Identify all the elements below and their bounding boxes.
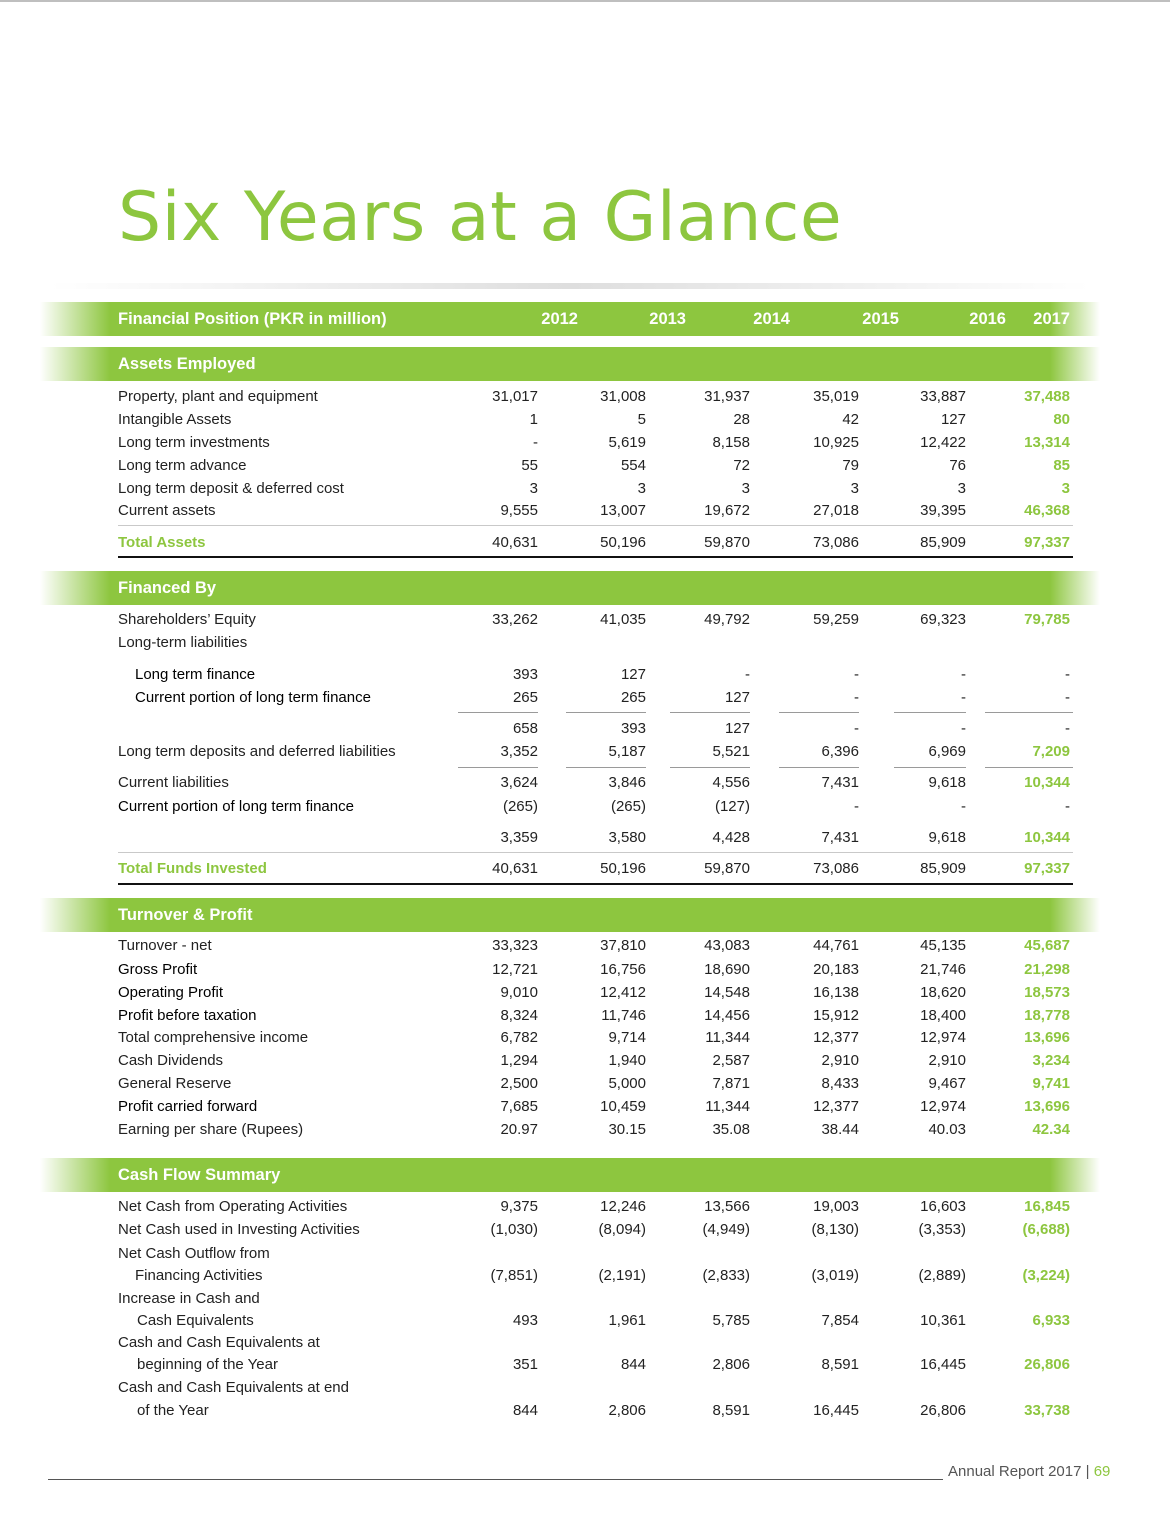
page-title: Six Years at a Glance [118,178,843,257]
row-label: Long-term liabilities [118,634,248,651]
row-label: beginning of the Year [137,1356,278,1373]
cell-value: 50,196 [600,534,646,551]
subtotal-line [566,767,646,768]
cell-value: 2,806 [608,1402,646,1419]
cell-value-2017: 97,337 [1024,860,1070,877]
cell-value: - [854,689,859,706]
cell-value: - [854,666,859,683]
row-label: Profit carried forward [118,1098,258,1115]
table-row [118,1074,1073,1094]
footer-report-label: Annual Report 2017 [948,1463,1082,1480]
cell-value: 3 [957,480,966,497]
row-label: Earning per share (Rupees) [118,1121,304,1138]
cell-value: 59,870 [704,534,750,551]
row-label: Current assets [118,502,216,519]
cell-value-2017: 7,209 [1032,743,1070,760]
cell-value: 76 [949,457,966,474]
cell-value: 6,782 [500,1029,538,1046]
cell-value-2017: 33,738 [1024,1402,1070,1419]
cell-value: 351 [512,1356,538,1373]
cell-value: 5 [637,411,646,428]
table-row [118,1266,1073,1286]
cell-value: 127 [724,720,750,737]
row-label: Current portion of long term finance [135,689,371,706]
header-year: 2015 [862,310,899,328]
cell-value-2017: 21,298 [1024,961,1070,978]
row-label: Net Cash Outflow from [118,1245,270,1262]
total-underline [118,883,1073,885]
cell-value: 85,909 [920,534,966,551]
cell-value: 3,580 [608,829,646,846]
cell-value: 3,359 [500,829,538,846]
cell-value-2017: 6,933 [1032,1312,1070,1329]
top-border [0,0,1170,2]
row-label: Cash Equivalents [137,1312,254,1329]
table-row [118,1028,1073,1048]
subtotal-line [458,712,538,713]
cell-value: (1,030) [490,1221,538,1238]
header-label: Financial Position (PKR in million) [118,310,387,328]
cell-value: 20,183 [813,961,859,978]
cell-value: 3 [637,480,646,497]
cell-value: 12,377 [813,1098,859,1115]
cell-value: 2,500 [500,1075,538,1092]
cell-value: 7,431 [821,774,859,791]
cell-value: 59,870 [704,860,750,877]
cell-value-2017: 85 [1053,457,1070,474]
cell-value: 1,940 [608,1052,646,1069]
cell-value: 69,323 [920,611,966,628]
row-label: Profit before taxation [118,1007,257,1024]
table-row [118,773,1073,793]
cell-value: 9,555 [500,502,538,519]
table-row [118,742,1073,762]
cell-value: 5,619 [608,434,646,451]
table-row [118,610,1073,630]
row-label: Property, plant and equipment [118,388,318,405]
cell-value-2017: 13,696 [1024,1029,1070,1046]
cell-value: 16,756 [600,961,646,978]
subtotal-line [670,712,750,713]
cell-value: 6,396 [821,743,859,760]
table-row [118,1097,1073,1117]
cell-value: 33,262 [492,611,538,628]
row-label: Shareholders’ Equity [118,611,256,628]
cell-value: 9,467 [928,1075,966,1092]
cell-value: 7,871 [712,1075,750,1092]
cell-value: 40,631 [492,534,538,551]
cell-value-2017: 80 [1053,411,1070,428]
cell-value: 12,721 [492,961,538,978]
row-label: General Reserve [118,1075,232,1092]
cell-value: 19,003 [813,1198,859,1215]
cell-value: 127 [620,666,646,683]
table-header-band [40,302,1100,336]
cell-value-2017: 26,806 [1024,1356,1070,1373]
cell-value: 15,912 [813,1007,859,1024]
cell-value: 11,344 [705,1098,750,1115]
cell-value: (3,019) [811,1267,859,1284]
cell-value: 8,433 [821,1075,859,1092]
table-row [118,633,1073,653]
cell-value: 8,591 [821,1356,859,1373]
cell-value: 5,187 [608,743,646,760]
cell-value: 12,377 [813,1029,859,1046]
cell-value-2017: 42.34 [1032,1121,1070,1138]
cell-value: 11,344 [705,1029,750,1046]
cell-value: 265 [620,689,646,706]
cell-value-2017: (3,224) [1022,1267,1070,1284]
row-label: Net Cash used in Investing Activities [118,1221,360,1238]
cell-value: 13,566 [704,1198,750,1215]
cell-value: 12,974 [920,1098,966,1115]
cell-value: 73,086 [813,860,859,877]
row-label: Intangible Assets [118,411,232,428]
footer-rule [48,1479,943,1480]
cell-value-2017: 13,696 [1024,1098,1070,1115]
cell-value-2017: 10,344 [1024,774,1070,791]
cell-value: 4,428 [712,829,750,846]
cell-value: 9,375 [500,1198,538,1215]
table-row [118,456,1073,476]
table-row [118,1006,1073,1026]
cell-value: 21,746 [920,961,966,978]
cell-value-2017: 18,778 [1024,1007,1070,1024]
cell-value: - [854,798,859,815]
cell-value: 1,294 [500,1052,538,1069]
cell-value: 38.44 [821,1121,859,1138]
cell-value: 127 [940,411,966,428]
cell-value: 40.03 [928,1121,966,1138]
subtotal-line [894,767,966,768]
row-label: Current liabilities [118,774,229,791]
table-row [118,501,1073,521]
cell-value: 4,556 [712,774,750,791]
row-label: Operating Profit [118,984,224,1001]
cell-value: 393 [512,666,538,683]
cell-value: 19,672 [704,502,750,519]
cell-value: 11,746 [601,1007,646,1024]
cell-value-2017: 79,785 [1024,611,1070,628]
cell-value: 59,259 [813,611,859,628]
cell-value: 31,017 [492,388,538,405]
cell-value: 41,035 [600,611,646,628]
table-row [118,1355,1073,1375]
cell-value: 49,792 [704,611,750,628]
row-label: Long term finance [135,666,256,683]
cell-value: 844 [512,1402,538,1419]
header-year: 2012 [541,310,578,328]
row-divider [118,852,1073,853]
cell-value: 10,459 [600,1098,646,1115]
cell-value-2017: 97,337 [1024,534,1070,551]
cell-value: 45,135 [920,937,966,954]
cell-value: 35,019 [813,388,859,405]
row-label: Long term deposits and deferred liabilities [118,743,396,760]
cell-value: 55 [521,457,538,474]
row-label: Net Cash from Operating Activities [118,1198,348,1215]
row-label: Cash Dividends [118,1052,224,1069]
row-divider [118,525,1073,526]
cell-value: 2,587 [712,1052,750,1069]
section-title: Turnover & Profit [118,906,253,924]
row-label: Turnover - net [118,937,212,954]
cell-value: 40,631 [492,860,538,877]
subtotal-row [118,719,1073,739]
total-row [118,859,1073,879]
table-row [118,410,1073,430]
cell-value: - [533,434,538,451]
subtotal-row [118,828,1073,848]
header-year: 2016 [969,310,1006,328]
cell-value: 3 [741,480,750,497]
cell-value-2017: - [1065,666,1070,683]
subtotal-line [779,767,859,768]
cell-value: 85,909 [920,860,966,877]
cell-value-2017: - [1065,689,1070,706]
section-band-cashflow [40,1158,1100,1192]
row-label: Current portion of long term finance [118,798,354,815]
row-label: Total Funds Invested [118,860,267,877]
row-label: Cash and Cash Equivalents at end [118,1379,349,1396]
row-label: Total Assets [118,534,206,551]
table-row [118,433,1073,453]
cell-value: 658 [512,720,538,737]
subtotal-line [779,712,859,713]
subtotal-line [670,767,750,768]
row-label: Financing Activities [135,1267,263,1284]
cell-value: 9,618 [928,829,966,846]
table-row [118,1311,1073,1331]
row-label: Long term investments [118,434,270,451]
cell-value: (2,889) [918,1267,966,1284]
cell-value: 3,846 [608,774,646,791]
cell-value: 9,714 [608,1029,646,1046]
cell-value: 7,854 [821,1312,859,1329]
table-row [118,1120,1073,1140]
cell-value: - [854,720,859,737]
cell-value: 20.97 [500,1121,538,1138]
cell-value: (8,094) [598,1221,646,1238]
cell-value: 9,010 [500,984,538,1001]
cell-value: 16,603 [920,1198,966,1215]
cell-value: 265 [512,689,538,706]
cell-value: - [961,798,966,815]
cell-value: 79 [842,457,859,474]
subtotal-line [566,712,646,713]
cell-value: 10,361 [920,1312,966,1329]
table-row [118,960,1073,980]
header-year: 2013 [649,310,686,328]
cell-value: 14,456 [704,1007,750,1024]
cell-value: - [961,689,966,706]
cell-value: 12,412 [600,984,646,1001]
cell-value-2017: 46,368 [1024,502,1070,519]
cell-value-2017: 3,234 [1032,1052,1070,1069]
table-row [118,797,1073,817]
cell-value: 18,690 [704,961,750,978]
cell-value: (2,191) [598,1267,646,1284]
cell-value: 26,806 [920,1402,966,1419]
cell-value: 8,324 [500,1007,538,1024]
cell-value: 12,422 [920,434,966,451]
subtotal-line [985,712,1073,713]
row-label: Total comprehensive income [118,1029,309,1046]
table-row [118,1197,1073,1217]
cell-value: (7,851) [490,1267,538,1284]
total-underline [118,556,1073,558]
cell-value: 5,521 [712,743,750,760]
header-year: 2014 [753,310,790,328]
cell-value: 393 [620,720,646,737]
cell-value: 7,685 [500,1098,538,1115]
row-label: Long term advance [118,457,247,474]
cell-value: 2,910 [821,1052,859,1069]
cell-value: (8,130) [811,1221,859,1238]
page-number: 69 [1093,1463,1111,1480]
cell-value: 3 [529,480,538,497]
cell-value: 2,806 [712,1356,750,1373]
section-band-assets [40,347,1100,381]
cell-value: 13,007 [600,502,646,519]
table-row [118,688,1073,708]
cell-value: - [961,720,966,737]
table-row [118,1378,1073,1398]
cell-value: 5,000 [608,1075,646,1092]
table-row [118,665,1073,685]
cell-value: 7,431 [821,829,859,846]
table-row [118,936,1073,956]
cell-value-2017: 16,845 [1024,1198,1070,1215]
cell-value-2017: 10,344 [1024,829,1070,846]
row-label: of the Year [137,1402,209,1419]
subtotal-line [894,712,966,713]
cell-value: 33,323 [492,937,538,954]
footer-separator: | [1085,1463,1090,1480]
cell-value: (265) [610,798,646,815]
cell-value: 844 [620,1356,646,1373]
cell-value: 14,548 [704,984,750,1001]
cell-value: 27,018 [813,502,859,519]
table-row [118,983,1073,1003]
cell-value: 127 [724,689,750,706]
cell-value-2017: 9,741 [1032,1075,1070,1092]
cell-value: 42 [842,411,859,428]
cell-value: 44,761 [813,937,859,954]
section-band-financed [40,571,1100,605]
cell-value: 3 [850,480,859,497]
table-row [118,479,1073,499]
cell-value: 16,445 [813,1402,859,1419]
row-label: Long term deposit & deferred cost [118,480,344,497]
cell-value: 28 [733,411,750,428]
cell-value: - [745,666,750,683]
cell-value-2017: 13,314 [1024,434,1070,451]
cell-value: 37,810 [600,937,646,954]
cell-value: 3,624 [500,774,538,791]
cell-value: 493 [512,1312,538,1329]
row-label: Cash and Cash Equivalents at [118,1334,320,1351]
cell-value: 18,400 [920,1007,966,1024]
header-year: 2017 [1033,310,1070,328]
cell-value: 1 [529,411,538,428]
cell-value: 16,138 [813,984,859,1001]
cell-value: 6,969 [928,743,966,760]
cell-value: 1,961 [608,1312,646,1329]
cell-value: - [961,666,966,683]
cell-value: 73,086 [813,534,859,551]
table-row [118,1244,1073,1264]
cell-value: 554 [620,457,646,474]
cell-value: 43,083 [704,937,750,954]
section-title: Assets Employed [118,355,256,373]
cell-value: (127) [714,798,750,815]
cell-value-2017: 3 [1061,480,1070,497]
table-row [118,1051,1073,1071]
section-band-turnover [40,898,1100,932]
cell-value: 16,445 [920,1356,966,1373]
row-label: Increase in Cash and [118,1290,260,1307]
subtotal-line [985,767,1073,768]
cell-value: (265) [502,798,538,815]
cell-value-2017: (6,688) [1022,1221,1070,1238]
table-row [118,1220,1073,1240]
cell-value-2017: 37,488 [1024,388,1070,405]
cell-value: 31,008 [600,388,646,405]
cell-value: 2,910 [928,1052,966,1069]
cell-value-2017: - [1065,798,1070,815]
section-title: Financed By [118,579,217,597]
cell-value: 39,395 [920,502,966,519]
cell-value: 12,246 [600,1198,646,1215]
cell-value: 12,974 [920,1029,966,1046]
cell-value: 33,887 [920,388,966,405]
cell-value: 72 [733,457,750,474]
cell-value: 8,591 [712,1402,750,1419]
table-row [118,1289,1073,1309]
cell-value: 10,925 [813,434,859,451]
cell-value: (2,833) [702,1267,750,1284]
cell-value: 18,620 [920,984,966,1001]
cell-value-2017: 45,687 [1024,937,1070,954]
cell-value: 3,352 [500,743,538,760]
table-row [118,387,1073,407]
footer [948,1463,1110,1480]
total-row [118,533,1073,553]
subtotal-line [458,767,538,768]
cell-value: 5,785 [712,1312,750,1329]
table-row [118,1401,1073,1421]
cell-value: (3,353) [918,1221,966,1238]
cell-value: 31,937 [704,388,750,405]
row-label: Gross Profit [118,961,198,978]
cell-value: 9,618 [928,774,966,791]
section-title: Cash Flow Summary [118,1166,281,1184]
cell-value: (4,949) [702,1221,750,1238]
cell-value-2017: - [1065,720,1070,737]
cell-value: 30.15 [608,1121,646,1138]
shadow-divider [50,283,1090,289]
table-row [118,1333,1073,1353]
cell-value: 35.08 [712,1121,750,1138]
cell-value: 50,196 [600,860,646,877]
cell-value-2017: 18,573 [1024,984,1070,1001]
cell-value: 8,158 [712,434,750,451]
